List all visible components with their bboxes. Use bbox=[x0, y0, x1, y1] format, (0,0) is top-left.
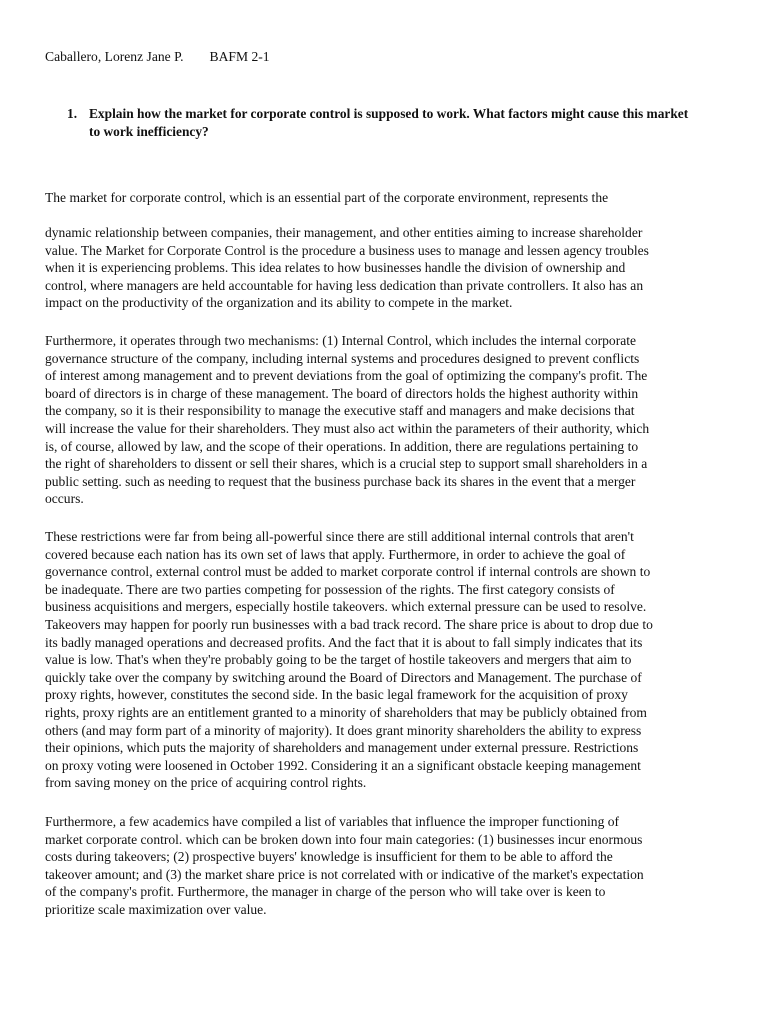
paragraph-2 bbox=[45, 332, 730, 508]
text-line: of the company's profit. Furthermore, the manager in charge of the person who will take over is keen to bbox=[45, 884, 606, 900]
paragraph-3 bbox=[45, 528, 730, 792]
text-line: on proxy voting were loosened in October 1992. Considering it an a significant obstacle keeping management bbox=[45, 757, 641, 773]
text-line: of interest among management and to prevent deviations from the goal of optimizing the company's profit. The bbox=[45, 368, 648, 384]
text-line: governance structure of the company, including internal systems and procedures designed to prevent conflicts bbox=[45, 350, 640, 366]
text-line: quickly take over the company by switching around the Board of Directors and Management. The purchase of bbox=[45, 669, 642, 685]
student-name: Caballero, Lorenz Jane P. bbox=[45, 49, 184, 64]
question-number: 1. bbox=[67, 106, 78, 121]
text-line: be inadequate. There are two parties competing for possession of the rights. The first category consists of bbox=[45, 581, 615, 597]
text-line: The market for corporate control, which is an essential part of the corporate environment, represents the bbox=[45, 190, 609, 205]
text-line: rights, proxy rights are an entitlement granted to a minority of shareholders that may be publicly obtained from bbox=[45, 704, 647, 720]
text-line: takeover amount; and (3) the market share price is not correlated with or indicative of the market's expectation bbox=[45, 866, 644, 882]
text-line: market corporate control. which can be broken down into four main categories: (1) businesses incur enormous bbox=[45, 831, 643, 847]
paragraph-intro bbox=[45, 189, 730, 207]
student-header bbox=[45, 48, 270, 65]
text-line: Takeovers may happen for poorly run businesses with a bad track record. The share price is about to drop due to bbox=[45, 616, 653, 632]
course-section: BAFM 2-1 bbox=[209, 49, 270, 64]
text-line: Furthermore, it operates through two mechanisms: (1) Internal Control, which includes the internal corporate bbox=[45, 333, 637, 348]
text-line: board of directors is in charge of these management. The board of directors holds the highest authority within bbox=[45, 385, 639, 401]
text-line: occurs. bbox=[45, 491, 84, 507]
text-line: impact on the productivity of the organization and its ability to compete in the market. bbox=[45, 295, 513, 311]
text-line: its badly managed operations and decreased profits. And the fact that it is about to fall simply indicates that its bbox=[45, 634, 643, 650]
text-line: their opinions, which puts the majority of shareholders and management under external pressure. Restrictions bbox=[45, 740, 639, 756]
question-text-line-2: to work inefficiency? bbox=[89, 124, 209, 139]
text-line: business acquisitions and mergers, especially hostile takeovers. which external pressure can be used to resolve. bbox=[45, 599, 647, 615]
text-line: from saving money on the price of acquiring control rights. bbox=[45, 775, 367, 791]
text-line: prioritize scale maximization over value. bbox=[45, 901, 267, 917]
text-line: control, where managers are held accountable for having less dedication than private controllers. It also has an bbox=[45, 277, 644, 293]
text-line: the company, so it is their responsibility to manage the executive staff and managers and make decisions that bbox=[45, 403, 635, 419]
text-line: others (and may form part of a minority of majority). It does grant minority shareholders the ability to express bbox=[45, 722, 642, 738]
text-line: proxy rights, however, constitutes the second side. In the basic legal framework for the acquisition of proxy bbox=[45, 687, 628, 703]
text-line: is, of course, allowed by law, and the scope of their operations. In addition, there are regulations pertaining to bbox=[45, 438, 639, 454]
text-line: value is low. That's when they're probably going to be the target of hostile takeovers and mergers that aim to bbox=[45, 652, 632, 668]
text-line: dynamic relationship between companies, their management, and other entities aiming to increase shareholder bbox=[45, 225, 643, 240]
text-line: the right of shareholders to dissent or sell their shares, which is a crucial step to support small shareholders in a bbox=[45, 456, 648, 472]
paragraph-1 bbox=[45, 224, 730, 312]
text-line: will increase the value for their shareholders. They must also act within the parameters of their authority, which bbox=[45, 420, 650, 436]
text-line: public setting. such as needing to request that the business purchase back its shares in the event that a merger bbox=[45, 473, 636, 489]
text-line: governance control, external control must be added to market corporate control if internal controls are shown to bbox=[45, 564, 651, 580]
text-line: covered because each nation has its own set of laws that apply. Furthermore, in order to achieve the goal of bbox=[45, 546, 626, 562]
paragraph-4 bbox=[45, 813, 730, 919]
question-item bbox=[67, 105, 727, 141]
text-line: value. The Market for Corporate Control is the procedure a business uses to manage and lessen agency troubles bbox=[45, 242, 649, 258]
text-line: These restrictions were far from being all-powerful since there are still additional internal controls that aren't bbox=[45, 529, 634, 544]
text-line: costs during takeovers; (2) prospective buyers' knowledge is insufficient for them to be able to afford the bbox=[45, 849, 613, 865]
question-text-line-1: Explain how the market for corporate control is supposed to work. What factors might cause this market bbox=[89, 106, 689, 121]
text-line: Furthermore, a few academics have compiled a list of variables that influence the improper functioning of bbox=[45, 814, 620, 829]
text-line: when it is experiencing problems. This idea relates to how businesses handle the division of ownership and bbox=[45, 260, 626, 276]
